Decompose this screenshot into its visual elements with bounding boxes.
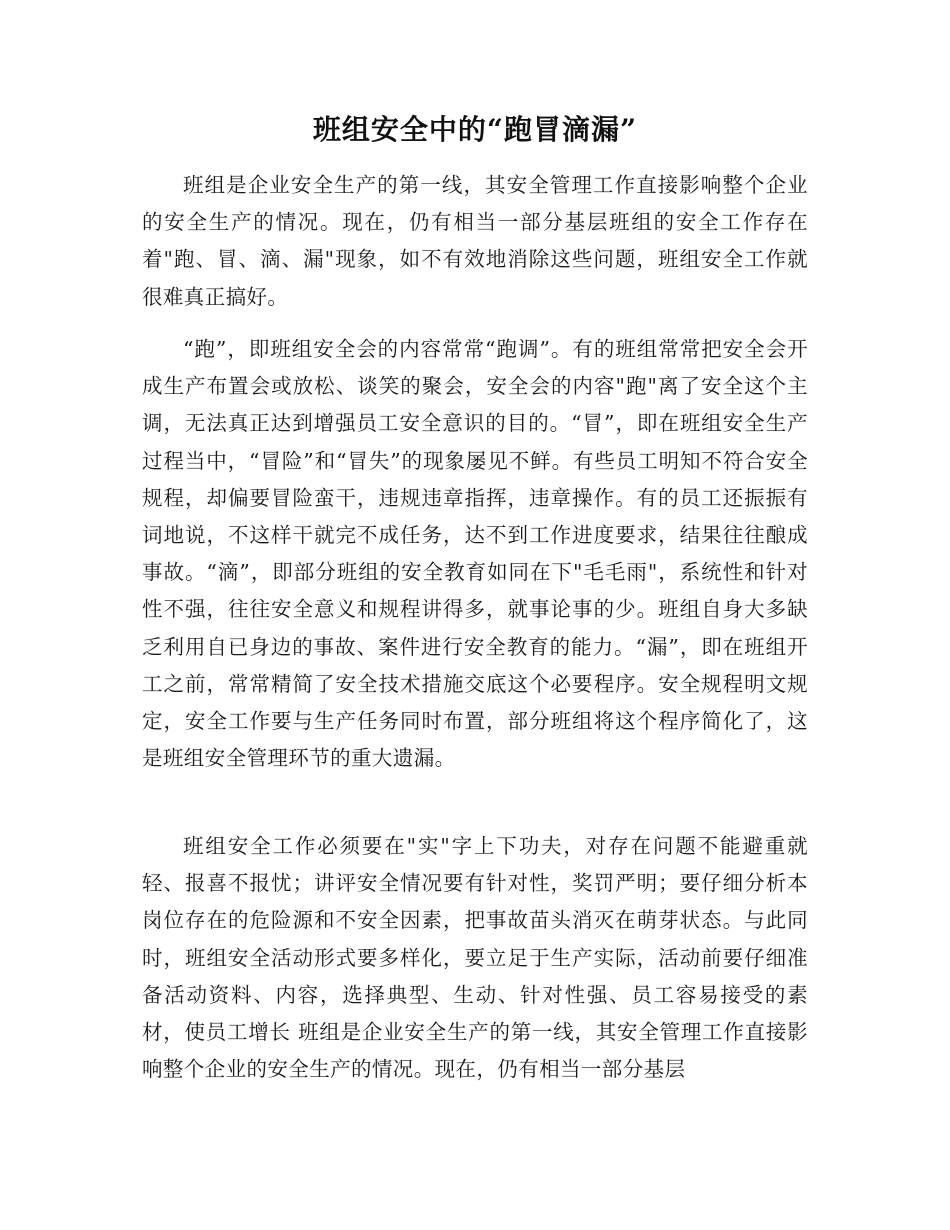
paragraph-measures: 班组安全工作必须要在"实"字上下功夫，对存在问题不能避重就轻、报喜不报忧；讲评安全情况要有针对性，奖罚严明；要仔细分析本岗位存在的危险源和不安全因素，把事故苗头消灭在萌芽状态。与此同时，班组安全活动形式要多样化，要立足于生产实际，活动前要仔细准备活动资料、内容，选择典型、生动、针对性强、员工容易接受的素材，使员工增长 班组是企业安全生产的第一线，其安全管理工作直接影响整个企业的安全生产的情况。现在，仍有相当一部分基层 <box>142 834 808 1082</box>
document-title: 班组安全中的“跑冒滴漏” <box>312 113 638 146</box>
paragraph-intro: 班组是企业安全生产的第一线，其安全管理工作直接影响整个企业的安全生产的情况。现在，仍有相当一部分基层班组的安全工作存在着"跑、冒、滴、漏"现象，如不有效地消除这些问题，班组安全工作就很难真正搞好。 <box>142 173 808 309</box>
paragraph-pao-mao-di-lou: “跑”，即班组安全会的内容常常“跑调”。有的班组常常把安全会开成生产布置会或放松、谈笑的聚会，安全会的内容"跑"离了安全这个主调，无法真正达到增强员工安全意识的目的。“冒”，即在班组安全生产过程当中，“冒险”和“冒失”的现象屡见不鲜。有些员工明知不符合安全规程，却偏要冒险蛮干，违规违章指挥，违章操作。有的员工还振振有词地说，不这样干就完不成任务，达不到工作进度要求，结果往往酿成事故。“滴”，即部分班组的安全教育如同在下"毛毛雨"，系统性和针对性不强，往往安全意义和规程讲得多，就事论事的少。班组自身大多缺乏利用自已身边的事故、案件进行安全教育的能力。“漏”，即在班组开工之前，常常精简了安全技术措施交底这个必要程序。安全规程明文规定，安全工作要与生产任务同时布置，部分班组将这个程序简化了，这是班组安全管理环节的重大遗漏。 <box>142 337 808 771</box>
